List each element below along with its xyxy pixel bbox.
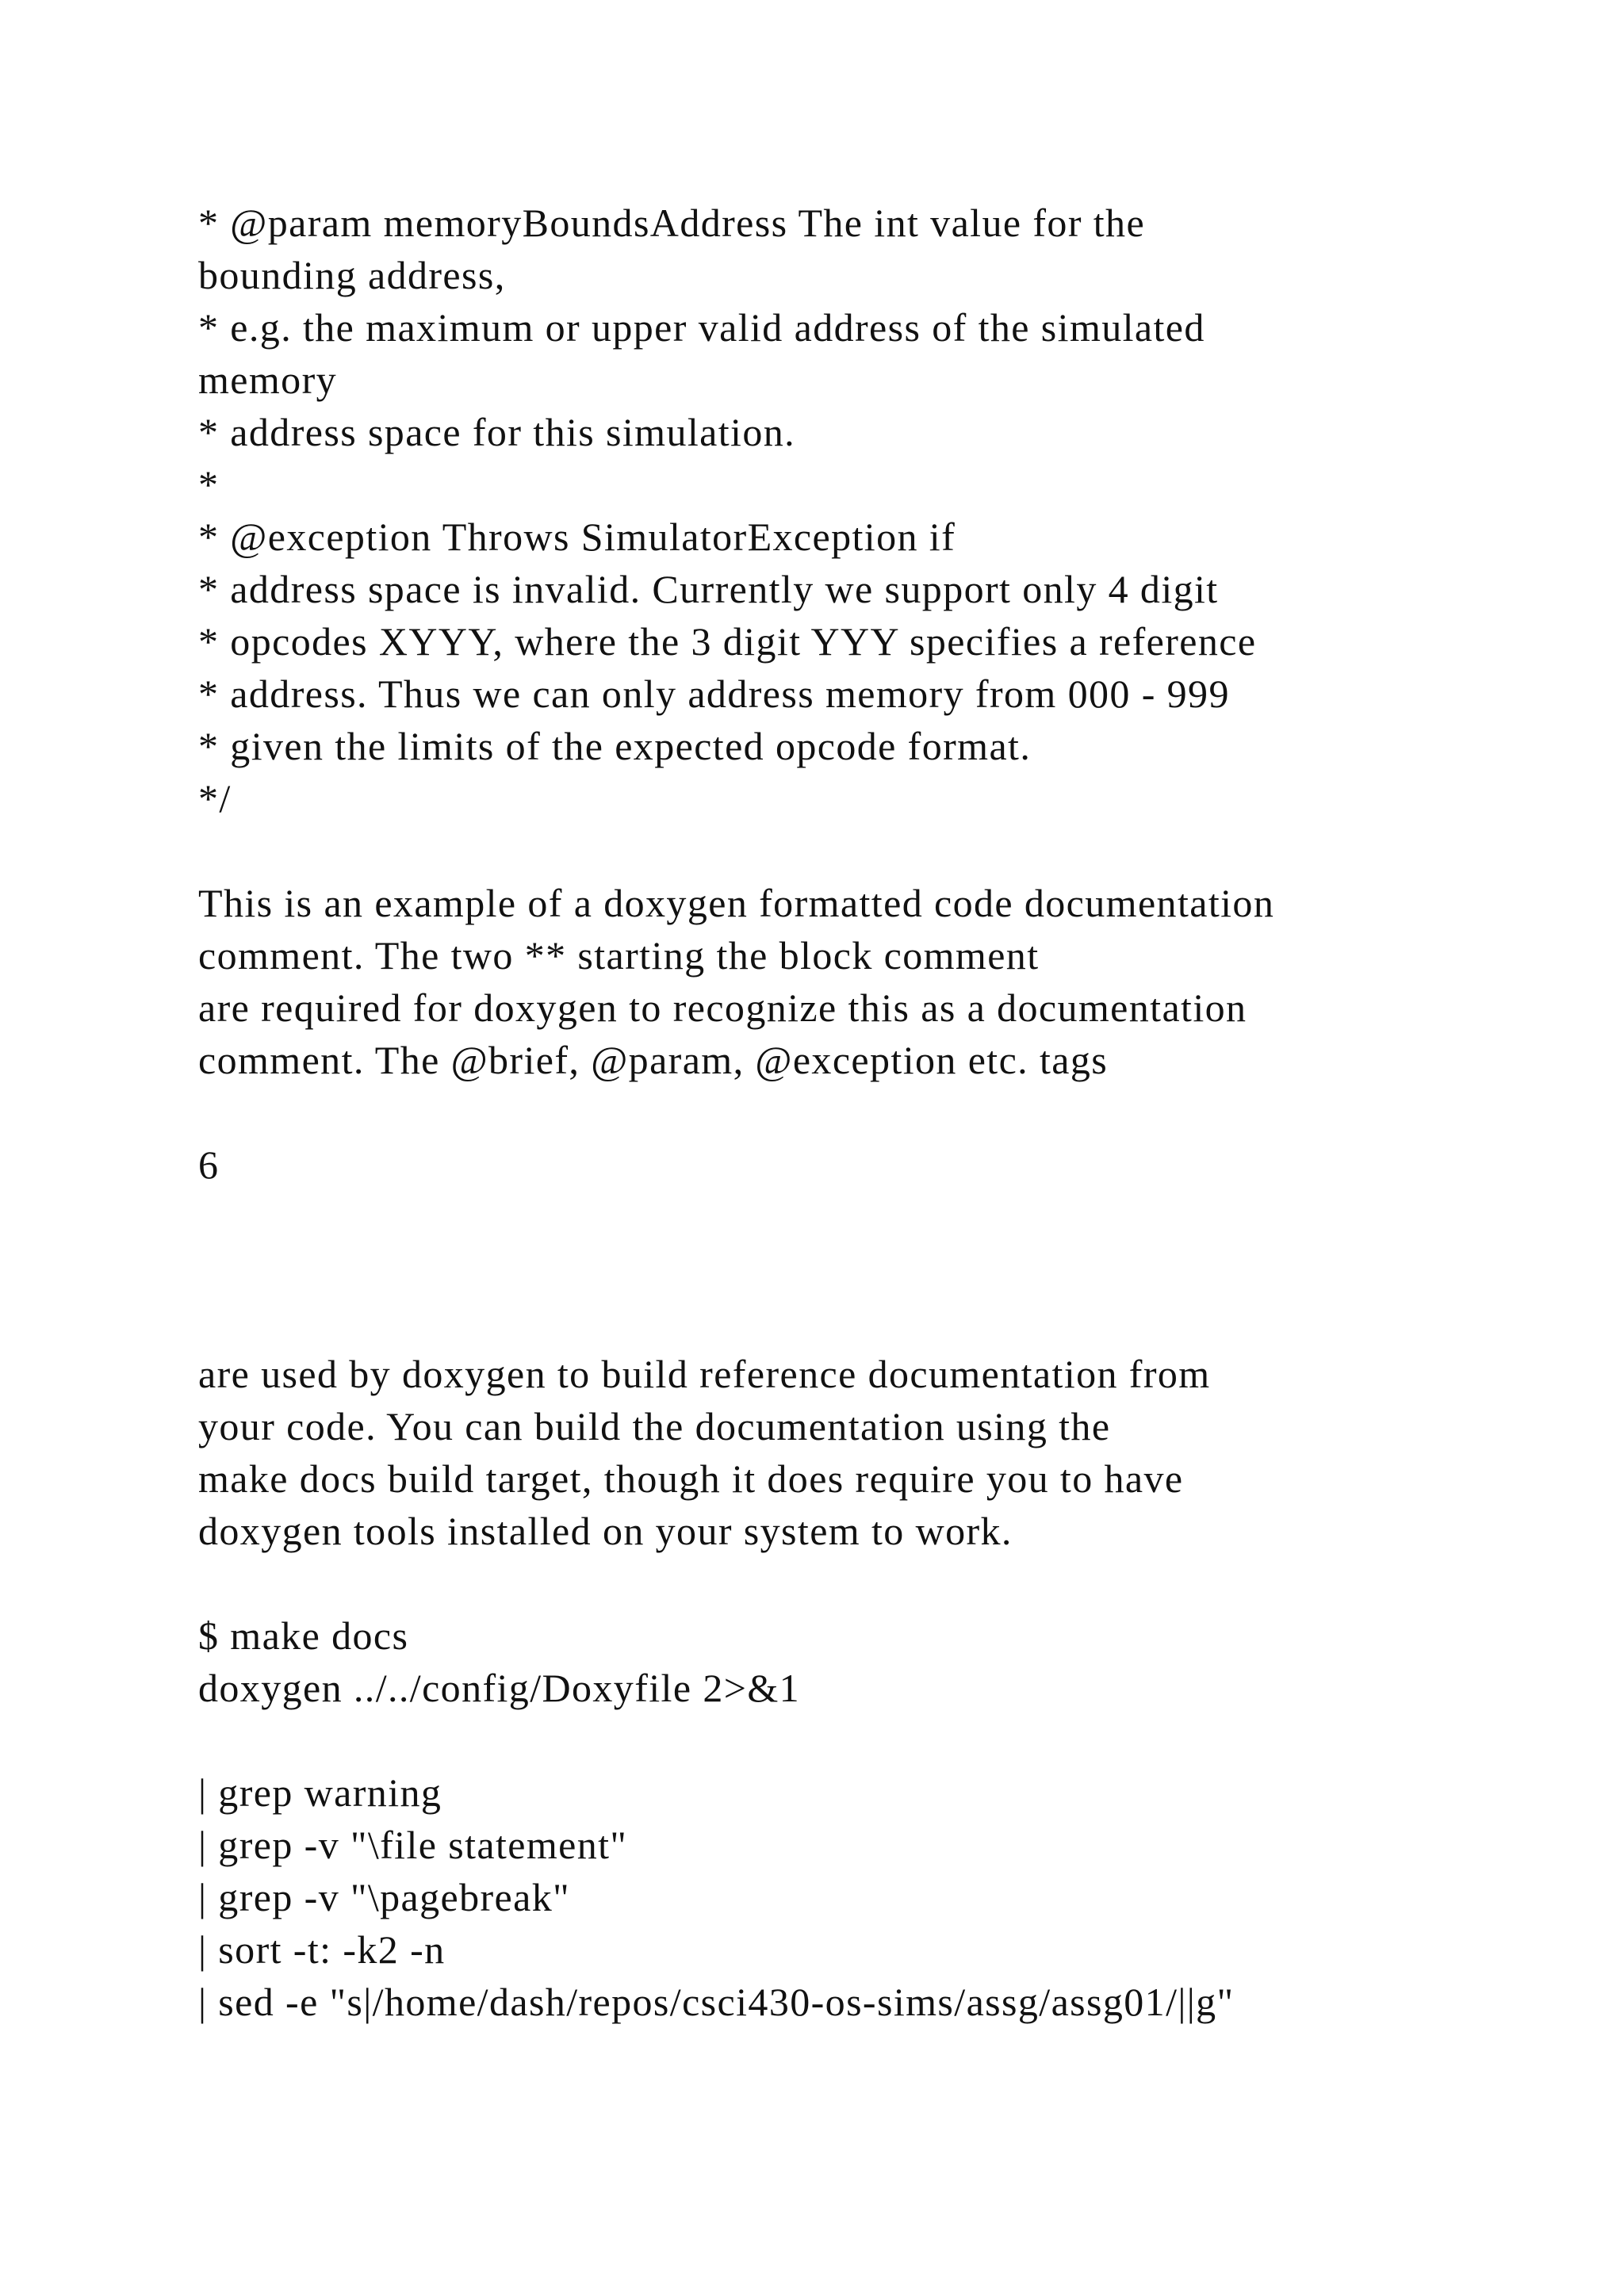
comment-line: */: [198, 776, 232, 821]
paragraph-line: This is an example of a doxygen formatted code documentation: [198, 881, 1275, 925]
pipeline-line: | grep -v "\pagebreak": [198, 1875, 570, 1919]
paragraph-line: doxygen tools installed on your system to work.: [198, 1509, 1013, 1553]
paragraph-line: comment. The @brief, @param, @exception etc. tags: [198, 1038, 1109, 1082]
comment-line: * address space for this simulation.: [198, 410, 796, 454]
paragraph-line: are required for doxygen to recognize this as a documentation: [198, 985, 1247, 1030]
paragraph-line: make docs build target, though it does require you to have: [198, 1456, 1184, 1501]
pipeline-line: | sed -e "s|/home/dash/repos/csci430-os-sims/assg/assg01/||g": [198, 1980, 1235, 2024]
comment-line: * address space is invalid. Currently we support only 4 digit: [198, 567, 1219, 611]
comment-line: * address. Thus we can only address memory from 000 - 999: [198, 672, 1230, 716]
comment-line: * e.g. the maximum or upper valid address of the simulated: [198, 305, 1205, 350]
page-number: 6: [198, 1142, 220, 1187]
paragraph-line: are used by doxygen to build reference documentation from: [198, 1352, 1211, 1396]
comment-line: * given the limits of the expected opcode format.: [198, 724, 1032, 768]
paragraph-line: your code. You can build the documentation using the: [198, 1404, 1111, 1448]
document-page: [198, 0, 1546, 2296]
comment-line: memory: [198, 358, 338, 402]
comment-line: bounding address,: [198, 253, 506, 297]
paragraph-line: comment. The two ** starting the block comment: [198, 933, 1040, 978]
comment-line: * @exception Throws SimulatorException if: [198, 515, 956, 559]
comment-line: * @param memoryBoundsAddress The int value for the: [198, 201, 1146, 245]
pipeline-line: | grep -v "\file statement": [198, 1823, 628, 1867]
command-line: $ make docs: [198, 1613, 409, 1658]
comment-line: * opcodes XYYY, where the 3 digit YYY specifies a reference: [198, 619, 1257, 664]
comment-line: *: [198, 462, 220, 507]
command-line: doxygen ../../config/Doxyfile 2>&1: [198, 1666, 801, 1710]
pipeline-line: | sort -t: -k2 -n: [198, 1927, 446, 1972]
pipeline-line: | grep warning: [198, 1770, 442, 1815]
